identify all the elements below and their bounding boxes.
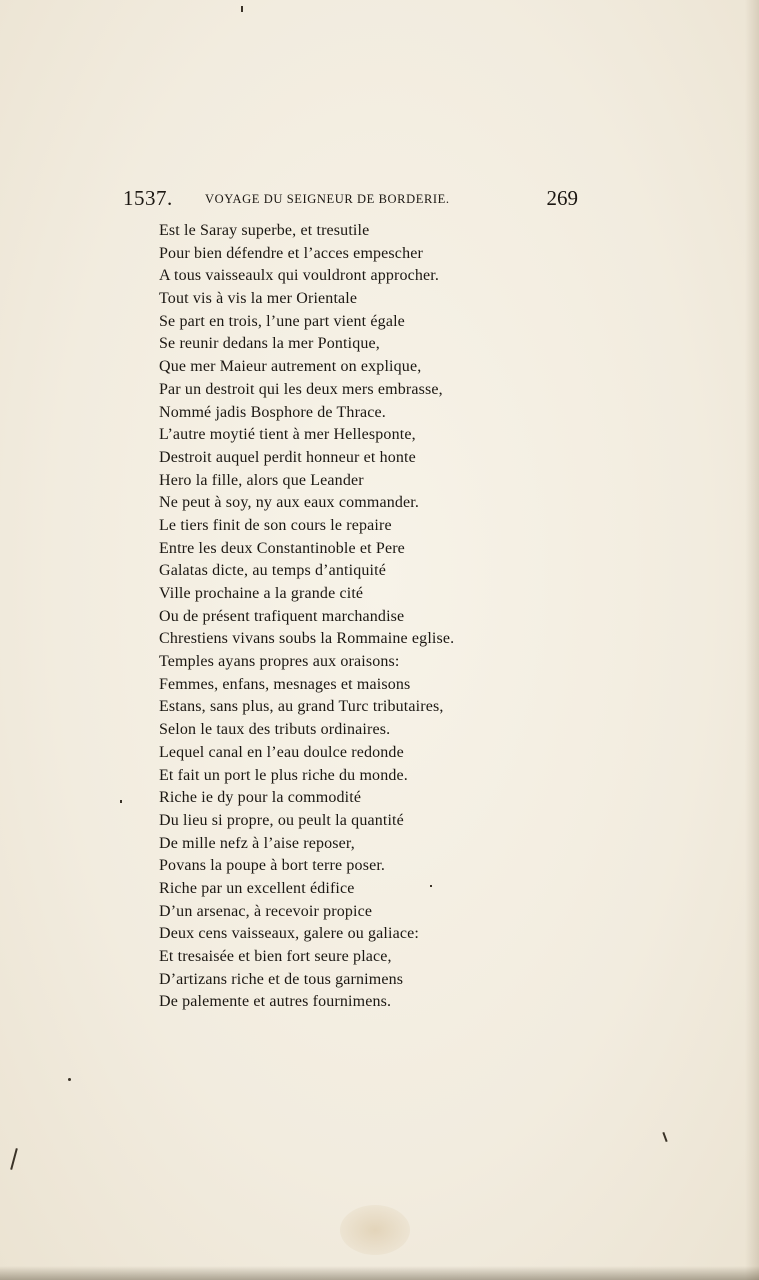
paper-stain (340, 1205, 410, 1255)
verse-line: Le tiers finit de son cours le repaire (159, 516, 392, 534)
verse-line: Se part en trois, l’une part vient égale (159, 312, 405, 330)
verse-line: Chrestiens vivans soubs la Rommaine eglise. (159, 630, 455, 648)
page-number: 269 (546, 186, 578, 210)
verse-line: Est le Saray superbe, et tresutile (159, 222, 370, 239)
ink-speck (68, 1078, 71, 1081)
verse-line: Du lieu si propre, ou peult la quantité (159, 811, 404, 829)
running-title: VOYAGE DU SEIGNEUR DE BORDERIE. (205, 192, 450, 206)
verse-line: A tous vaisseaulx qui vouldront approcher. (159, 267, 440, 285)
verse-line: Que mer Maieur autrement on explique, (159, 358, 422, 376)
running-header (123, 186, 578, 216)
verse-line: Entre les deux Constantinoble et Pere (159, 539, 405, 557)
verse-line: L’autre moytié tient à mer Hellesponte, (159, 426, 416, 444)
verse-line: Lequel canal en l’eau doulce redonde (159, 743, 404, 761)
verse-line: Selon le taux des tributs ordinaires. (159, 721, 391, 739)
verse-line: Et tresaisée et bien fort seure place, (159, 948, 392, 965)
verse-line: De mille nefz à l’aise reposer, (159, 834, 355, 852)
verse-line: Destroit auquel perdit honneur et honte (159, 448, 416, 466)
verse-line: Ou de présent trafiquent marchandise (159, 607, 405, 625)
verse-line: Ville prochaine a la grande cité (159, 585, 364, 602)
verse-line: Nommé jadis Bosphore de Thrace. (159, 403, 386, 421)
verse-line: De palemente et autres fournimens. (159, 993, 392, 1011)
ink-speck (241, 6, 243, 12)
verse-line: Galatas dicte, au temps d’antiquité (159, 562, 386, 580)
verse-line: D’artizans riche et de tous garnimens (159, 970, 404, 988)
verse-line: Femmes, enfans, mesnages et maisons (159, 675, 411, 693)
verse-line: Riche par un excellent édifice (159, 879, 355, 897)
page-edge-shadow (745, 0, 759, 1280)
ink-speck (120, 800, 122, 803)
verse-line: Et fait un port le plus riche du monde. (159, 766, 408, 784)
verse-line: Ne peut à soy, ny aux eaux commander. (159, 494, 419, 512)
verse-line: Pour bien défendre et l’acces empescher (159, 244, 423, 262)
verse-line: Temples ayans propres aux oraisons: (159, 653, 400, 671)
verse-line: Par un destroit qui les deux mers embrasse, (159, 380, 443, 398)
verse-line: Riche ie dy pour la commodité (159, 789, 362, 807)
page-bottom-edge (0, 1266, 759, 1280)
verse-line: Se reunir dedans la mer Pontique, (159, 335, 380, 353)
verse-line: Povans la poupe à bort terre poser. (159, 857, 386, 875)
verse-line: Estans, sans plus, au grand Turc tributaires, (159, 698, 444, 716)
verse-line: Tout vis à vis la mer Orientale (159, 290, 358, 308)
header-year: 1537. (123, 186, 173, 210)
verse-line: Hero la fille, alors que Leander (159, 471, 364, 489)
poem-text (159, 220, 539, 1014)
verse-line: D’un arsenac, à recevoir propice (159, 902, 373, 920)
verse-line: Deux cens vaisseaux, galere ou galiace: (159, 925, 419, 943)
